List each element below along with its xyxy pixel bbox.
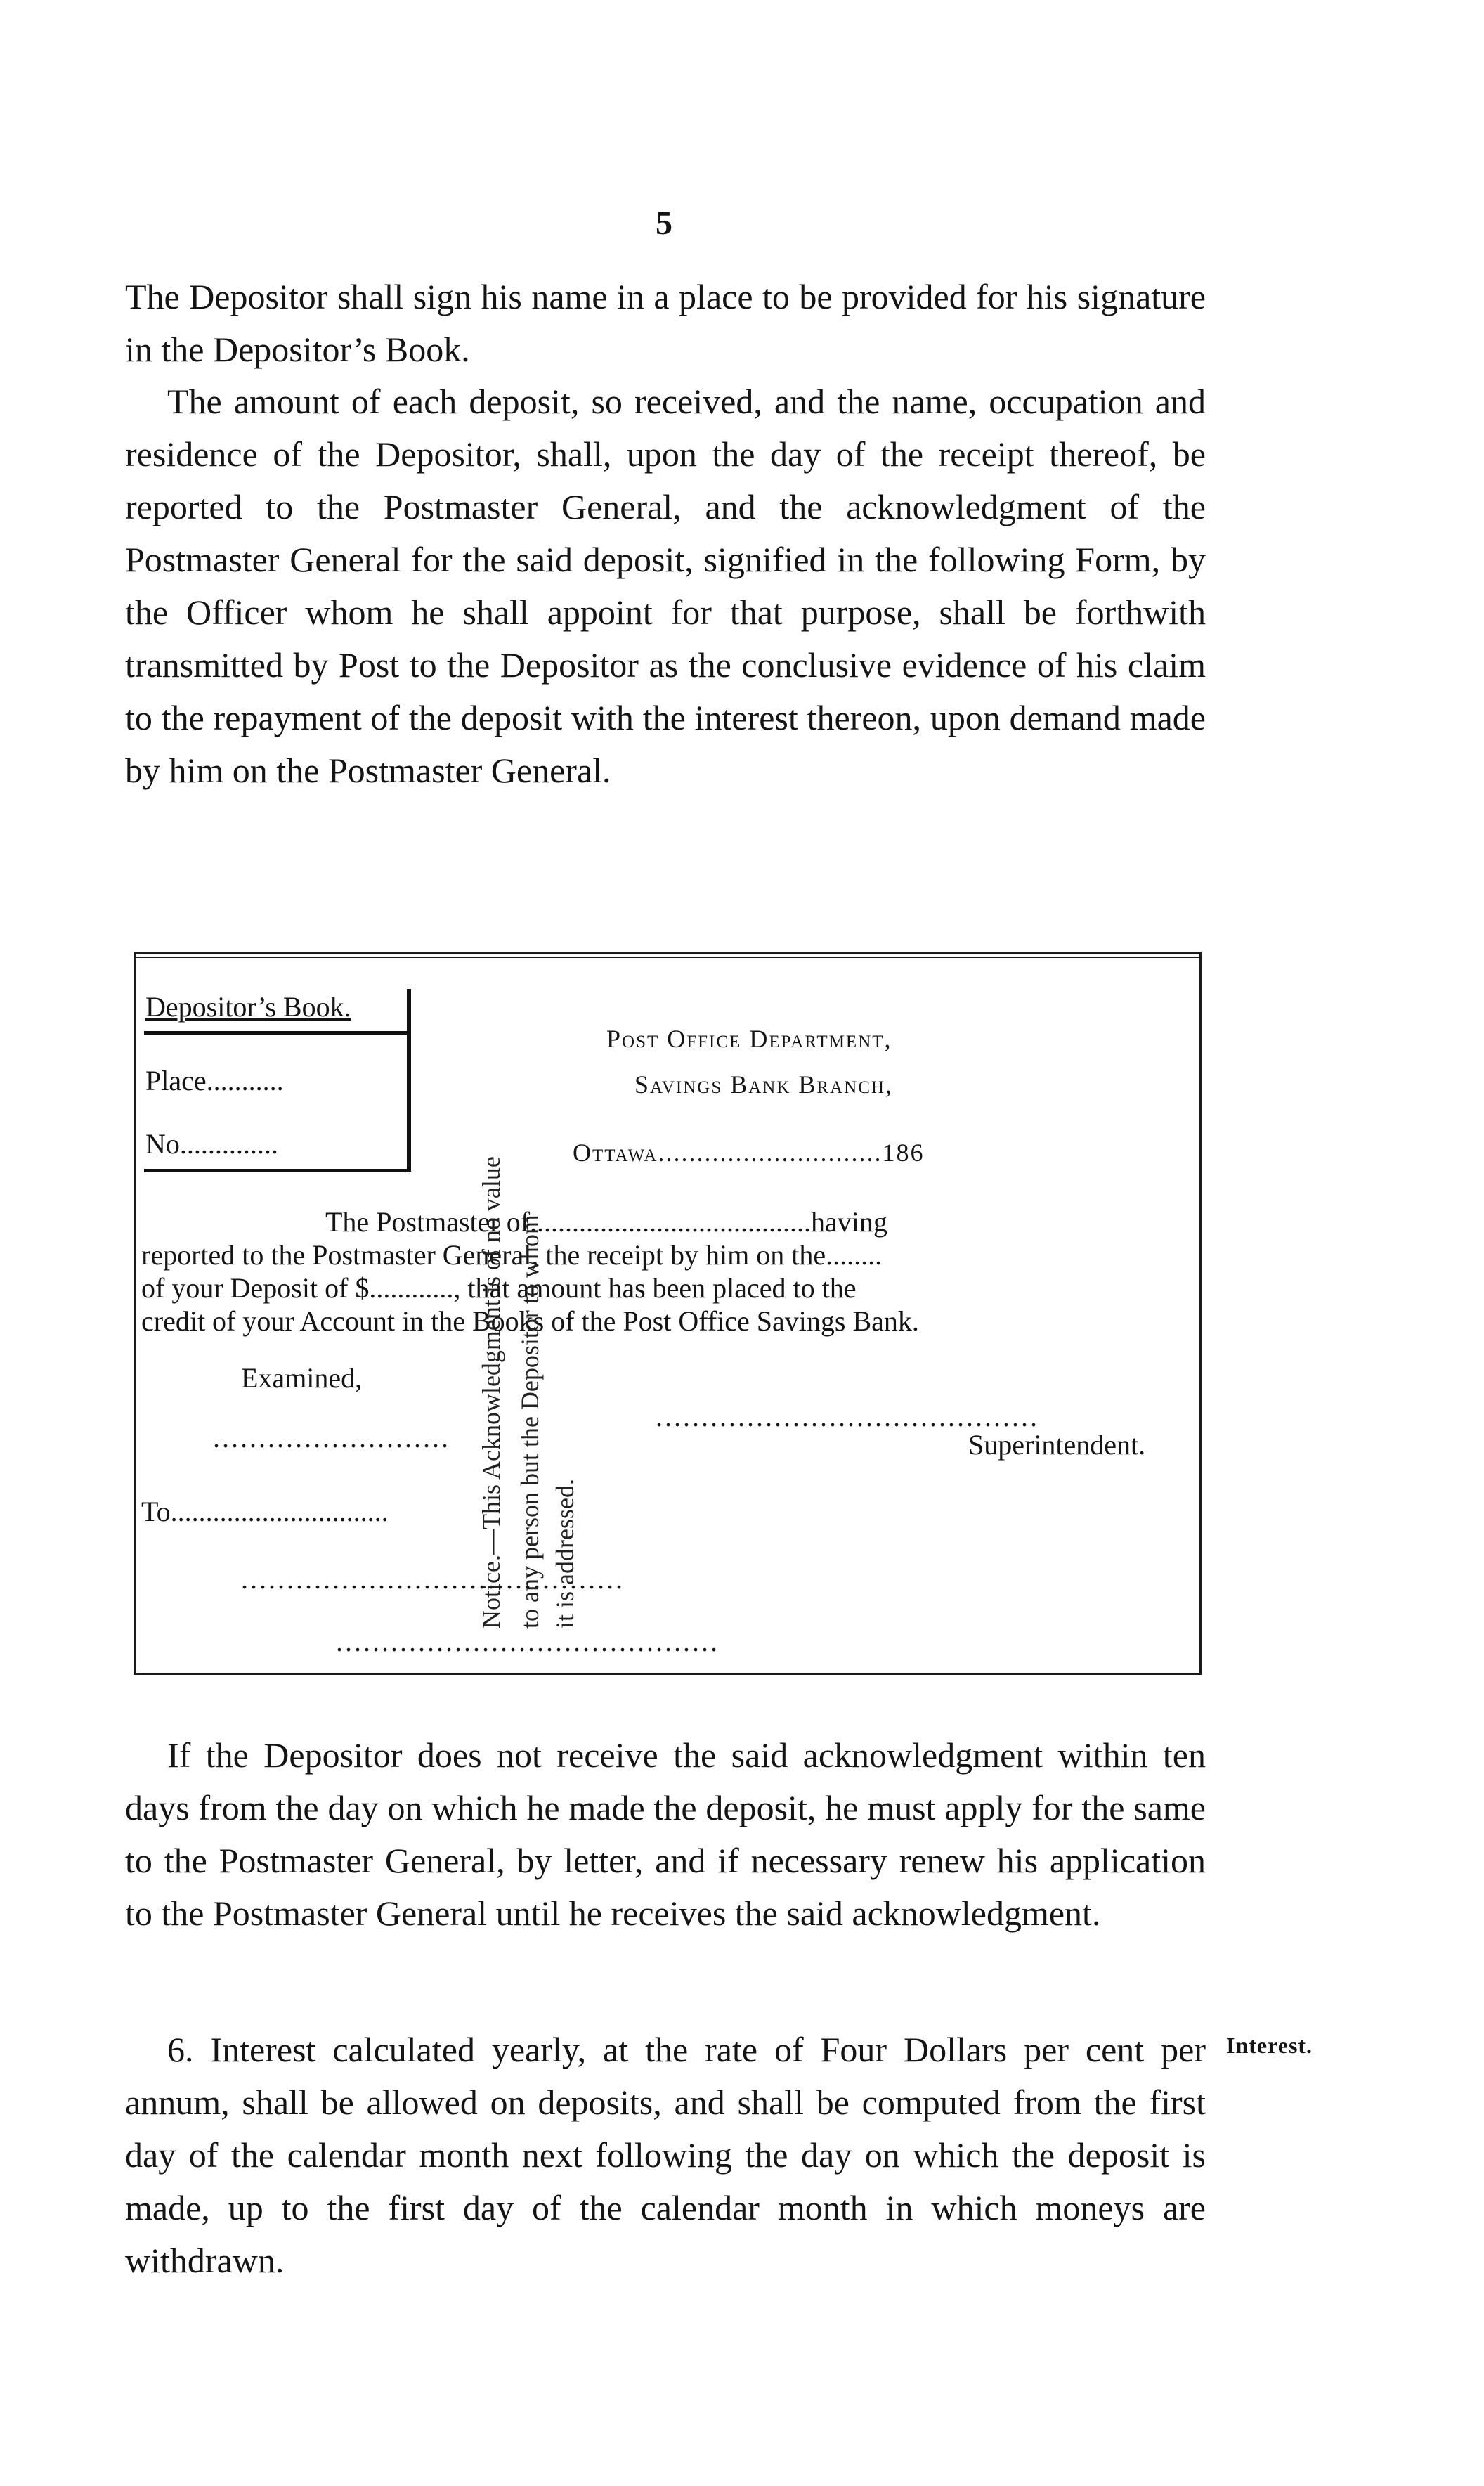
notice-line-1: Notice.—This Acknowledgment is of no value: [477, 1156, 505, 1629]
acknowledgment-form: [134, 952, 1202, 1675]
department-heading: Post Office Department,: [606, 1025, 892, 1053]
book-no-field: No..............: [145, 1128, 278, 1160]
paragraph-deposit-report: The amount of each deposit, so received, and the name, occupation and residence of the Depositor, shall, upon the day of the receipt thereof, be reported to the Postmaster General, and the acknowledgment of the Postmaster General for the said deposit, signified in the following Form, by the Officer whom he shall appoint for that purpose, shall be forthwith transmitted by Post to the Depositor as the conclusive evidence of his claim to the repayment of the deposit with the interest thereon, upon demand made by him on the Postmaster General.: [125, 382, 1206, 790]
notice-line-2: to any person but the Depositor to whom: [516, 1215, 544, 1629]
superintendent-label: Superintendent.: [968, 1429, 1146, 1461]
interest-margin-note: Interest.: [1226, 2033, 1313, 2058]
form-body-line-4: credit of your Account in the Books of the Post Office Savings Bank.: [141, 1305, 919, 1337]
form-body-line-3: of your Deposit of $............, that amount has been placed to the: [141, 1272, 857, 1304]
form-body-line-2: reported to the Postmaster General, the receipt by him on the........: [141, 1239, 883, 1271]
branch-heading: Savings Bank Branch,: [634, 1070, 893, 1099]
paragraph-signature: The Depositor shall sign his name in a place to be provided for his signature in the Depositor’s Book.: [125, 277, 1206, 369]
form-body-line-1: The Postmaster of........................................having: [325, 1206, 887, 1238]
book-place-field: Place...........: [145, 1065, 284, 1096]
book-rule-top: [144, 1031, 410, 1035]
superintendent-signature-dots: ..........................................: [656, 1401, 1039, 1432]
place-date-line: Ottawa.............................186: [573, 1139, 925, 1167]
paragraph-interest: 6. Interest calculated yearly, at the rate of Four Dollars per cent per annum, shall be allowed on deposits, and shall be computed from the first day of the calendar month next following the day on which the deposit is made, up to the first day of the calendar month in which moneys are withdrawn.: [125, 2030, 1206, 2280]
book-rule-side: [407, 989, 411, 1172]
depositors-book-label: Depositor’s Book.: [145, 991, 351, 1023]
examined-label: Examined,: [241, 1362, 363, 1394]
notice-line-3: it is addressed.: [551, 1479, 579, 1629]
examiner-signature-dots: ..........................: [213, 1422, 450, 1454]
page-number: 5: [656, 205, 672, 242]
address-dots-2: ..........................................: [336, 1626, 720, 1657]
form-top-rule: [136, 957, 1199, 958]
book-rule-bottom: [144, 1169, 410, 1172]
paragraph-non-receipt: If the Depositor does not receive the said acknowledgment within ten days from the day on which he made the deposit, he must apply for the same to the Postmaster General, by letter, and if necessary renew his application to the Postmaster General until he receives the said acknowledgment.: [125, 1735, 1206, 1933]
to-address-line: To...............................: [141, 1496, 389, 1527]
address-dots-1: ..........................................: [241, 1563, 625, 1595]
